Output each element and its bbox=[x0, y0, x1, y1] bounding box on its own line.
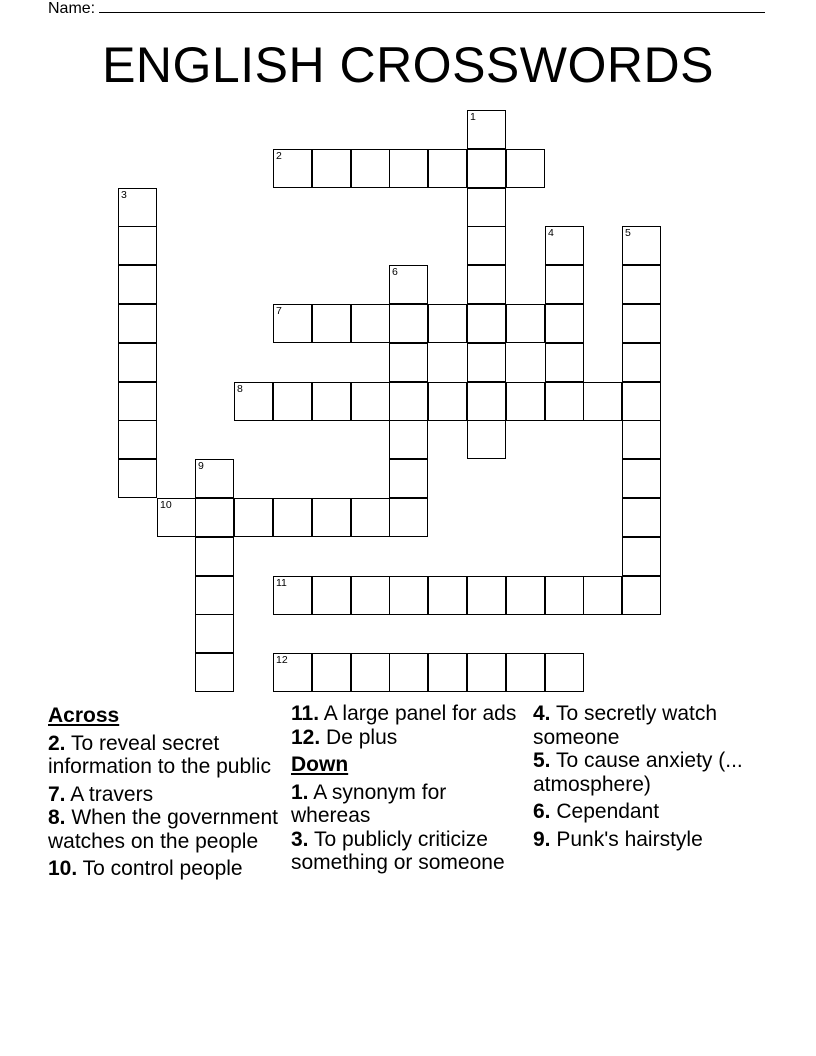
name-label: Name: bbox=[48, 0, 96, 17]
grid-cell[interactable] bbox=[389, 420, 428, 459]
grid-cell[interactable] bbox=[622, 498, 661, 537]
cell-number: 8 bbox=[237, 383, 243, 395]
grid-cell[interactable] bbox=[467, 304, 506, 343]
cell-number: 2 bbox=[276, 150, 282, 162]
cell-number: 9 bbox=[198, 460, 204, 472]
grid-cell[interactable] bbox=[545, 265, 584, 304]
grid-cell[interactable] bbox=[467, 576, 506, 615]
grid-cell[interactable] bbox=[622, 459, 661, 498]
page-title: ENGLISH CROSSWORDS bbox=[102, 37, 714, 93]
grid-cell[interactable] bbox=[273, 304, 312, 343]
clue-column-2 bbox=[291, 702, 526, 879]
cell-number: 1 bbox=[470, 111, 476, 123]
grid-cell[interactable] bbox=[583, 382, 622, 421]
clue-across-7 bbox=[48, 783, 278, 807]
grid-cell[interactable] bbox=[234, 498, 273, 537]
grid-cell[interactable] bbox=[312, 382, 351, 421]
clue-column-3 bbox=[533, 702, 768, 855]
clue-number: 7. bbox=[48, 782, 66, 806]
clue-down-4 bbox=[533, 702, 768, 749]
grid-cell[interactable] bbox=[467, 382, 506, 421]
clue-text: To secretly watch someone bbox=[533, 702, 718, 749]
clue-down-5 bbox=[533, 749, 768, 796]
grid-cell[interactable] bbox=[622, 420, 661, 459]
grid-cell[interactable] bbox=[195, 459, 234, 498]
clue-text: Cependant bbox=[556, 800, 660, 823]
clue-down-1 bbox=[291, 781, 526, 828]
grid-cell[interactable] bbox=[389, 459, 428, 498]
clue-down-3 bbox=[291, 828, 526, 875]
grid-cell[interactable] bbox=[118, 304, 157, 343]
grid-cell[interactable] bbox=[118, 382, 157, 421]
grid-cell[interactable] bbox=[467, 653, 506, 692]
clue-across-10 bbox=[48, 857, 278, 881]
grid-cell[interactable] bbox=[118, 265, 157, 304]
clue-number: 12. bbox=[291, 725, 321, 749]
grid-cell[interactable] bbox=[118, 343, 157, 382]
grid-cell[interactable] bbox=[506, 149, 545, 188]
grid-cell[interactable] bbox=[118, 226, 157, 265]
cell-number: 4 bbox=[548, 227, 554, 239]
clue-text: To publicly criticize something or someone bbox=[291, 827, 505, 874]
grid-cell[interactable] bbox=[545, 382, 584, 421]
grid-cell[interactable] bbox=[428, 576, 467, 615]
grid-cell[interactable] bbox=[622, 576, 661, 615]
clue-across-12 bbox=[291, 726, 526, 750]
grid-cell[interactable] bbox=[351, 382, 390, 421]
down-heading: Down bbox=[291, 753, 349, 776]
cell-number: 7 bbox=[276, 305, 282, 317]
grid-cell[interactable] bbox=[273, 653, 312, 692]
clue-text: A large panel for ads bbox=[323, 702, 517, 725]
grid-cell[interactable] bbox=[467, 343, 506, 382]
cell-number: 6 bbox=[392, 266, 398, 278]
grid-cell[interactable] bbox=[506, 304, 545, 343]
grid-cell[interactable] bbox=[312, 653, 351, 692]
grid-cell[interactable] bbox=[467, 420, 506, 459]
clue-down-6 bbox=[533, 800, 768, 824]
clue-column-1 bbox=[48, 702, 278, 885]
grid-cell[interactable] bbox=[157, 498, 196, 537]
grid-cell[interactable] bbox=[545, 304, 584, 343]
grid-cell[interactable] bbox=[351, 149, 390, 188]
clue-text: When the government watches on the people bbox=[48, 806, 278, 853]
grid-cell[interactable] bbox=[467, 110, 506, 149]
clue-number: 3. bbox=[291, 827, 309, 851]
cell-number: 12 bbox=[276, 654, 288, 666]
clue-number: 4. bbox=[533, 702, 551, 725]
clue-number: 8. bbox=[48, 806, 66, 829]
grid-cell[interactable] bbox=[312, 576, 351, 615]
grid-cell[interactable] bbox=[351, 653, 390, 692]
grid-cell[interactable] bbox=[273, 382, 312, 421]
grid-cell[interactable] bbox=[506, 576, 545, 615]
grid-cell[interactable] bbox=[351, 498, 390, 537]
grid-cell[interactable] bbox=[234, 382, 273, 421]
grid-cell[interactable] bbox=[389, 382, 428, 421]
grid-cell[interactable] bbox=[389, 343, 428, 382]
grid-cell[interactable] bbox=[467, 226, 506, 265]
grid-cell[interactable] bbox=[622, 226, 661, 265]
grid-cell[interactable] bbox=[195, 653, 234, 692]
grid-cell[interactable] bbox=[467, 265, 506, 304]
clue-number: 9. bbox=[533, 827, 551, 851]
grid-cell[interactable] bbox=[467, 149, 506, 188]
clue-number: 11. bbox=[291, 702, 320, 725]
grid-cell[interactable] bbox=[583, 576, 622, 615]
grid-cell[interactable] bbox=[545, 653, 584, 692]
clue-number: 5. bbox=[533, 749, 551, 772]
cell-number: 11 bbox=[276, 577, 287, 589]
grid-cell[interactable] bbox=[195, 498, 234, 537]
grid-cell[interactable] bbox=[195, 576, 234, 615]
grid-cell[interactable] bbox=[389, 653, 428, 692]
across-heading: Across bbox=[48, 704, 120, 727]
grid-cell[interactable] bbox=[389, 498, 428, 537]
grid-cell[interactable] bbox=[273, 576, 312, 615]
grid-cell[interactable] bbox=[118, 459, 157, 498]
grid-cell[interactable] bbox=[622, 265, 661, 304]
clue-text: Punk's hairstyle bbox=[556, 827, 703, 851]
clue-number: 6. bbox=[533, 800, 551, 823]
grid-cell[interactable] bbox=[622, 537, 661, 576]
grid-cell[interactable] bbox=[389, 576, 428, 615]
grid-cell[interactable] bbox=[389, 304, 428, 343]
clue-across-2 bbox=[48, 732, 278, 779]
grid-cell[interactable] bbox=[273, 149, 312, 188]
clue-text: To reveal secret information to the public bbox=[48, 731, 271, 778]
grid-cell[interactable] bbox=[312, 149, 351, 188]
grid-cell[interactable] bbox=[389, 265, 428, 304]
cell-number: 10 bbox=[160, 499, 172, 511]
clue-text: To cause anxiety (... atmosphere) bbox=[533, 749, 743, 796]
cell-number: 3 bbox=[121, 189, 127, 201]
grid-cell[interactable] bbox=[195, 537, 234, 576]
clue-number: 10. bbox=[48, 857, 78, 880]
grid-cell[interactable] bbox=[622, 343, 661, 382]
grid-cell[interactable] bbox=[622, 382, 661, 421]
grid-cell[interactable] bbox=[428, 304, 467, 343]
grid-cell[interactable] bbox=[312, 498, 351, 537]
grid-cell[interactable] bbox=[273, 498, 312, 537]
clue-number: 2. bbox=[48, 731, 66, 755]
grid-cell[interactable] bbox=[195, 614, 234, 653]
clue-across-11 bbox=[291, 702, 526, 726]
grid-cell[interactable] bbox=[428, 653, 467, 692]
clue-text: A synonym for whereas bbox=[291, 780, 447, 827]
clue-text: To control people bbox=[82, 857, 243, 880]
grid-cell[interactable] bbox=[118, 188, 157, 227]
grid-cell[interactable] bbox=[622, 304, 661, 343]
grid-cell[interactable] bbox=[467, 188, 506, 227]
grid-cell[interactable] bbox=[389, 149, 428, 188]
grid-cell[interactable] bbox=[351, 304, 390, 343]
grid-cell[interactable] bbox=[312, 304, 351, 343]
clue-text: A travers bbox=[70, 782, 154, 806]
clue-down-9 bbox=[533, 828, 768, 852]
clue-number: 1. bbox=[291, 780, 309, 804]
grid-cell[interactable] bbox=[428, 382, 467, 421]
grid-cell[interactable] bbox=[506, 653, 545, 692]
grid-cell[interactable] bbox=[545, 226, 584, 265]
grid-cell[interactable] bbox=[428, 149, 467, 188]
grid-cell[interactable] bbox=[545, 576, 584, 615]
clue-across-8 bbox=[48, 806, 278, 853]
grid-cell[interactable] bbox=[351, 576, 390, 615]
grid-cell[interactable] bbox=[506, 382, 545, 421]
grid-cell[interactable] bbox=[118, 420, 157, 459]
grid-cell[interactable] bbox=[545, 343, 584, 382]
clue-text: De plus bbox=[326, 725, 398, 749]
cell-number: 5 bbox=[625, 227, 631, 239]
